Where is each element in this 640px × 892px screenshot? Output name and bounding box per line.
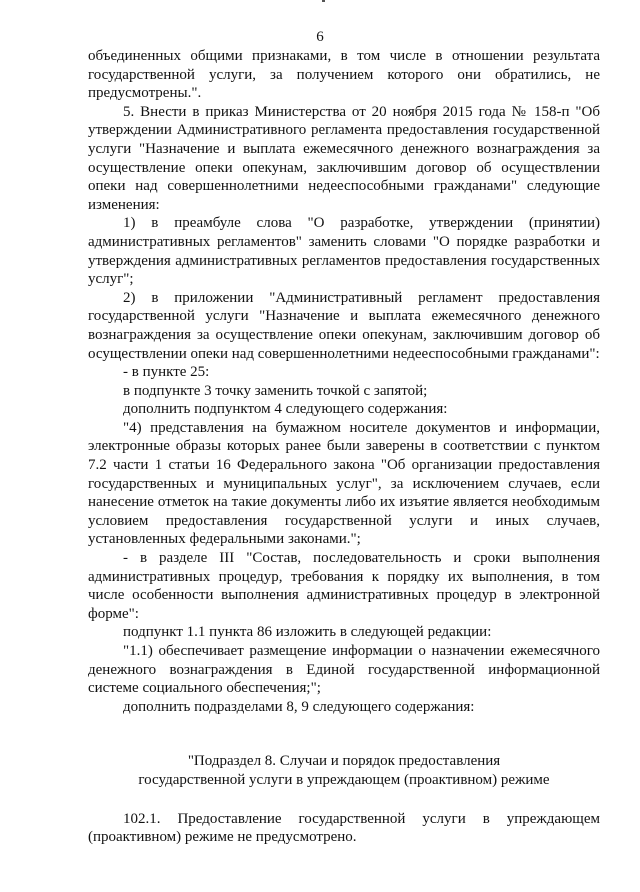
paragraph-subitem-2: 2) в приложении "Административный регламент предоставления государственной услуги "Назначение и выплата ежемесячного денежного вознаграждения за осуществление опеки опекунам, заключившим договор об осуществлении опеки над совершеннолетними недееспособными гражданами":: [88, 289, 600, 362]
paragraph-subpoint-1-1-text: "1.1) обеспечивает размещение информации о назначении ежемесячного денежного вознаграждения в Единой государственной информационной системе социального обеспечения;";: [88, 643, 600, 697]
paragraph-subitem-1: 1) в преамбуле слова "О разработке, утверждении (принятии) административных регламентов" заменить словами "О порядке разработки и утверждения административных регламентов предоставления государственных услуг";: [88, 215, 600, 288]
paragraph-continuation: объединенных общими признаками, в том числе в отношении результата государственной услуги, за получением которого они обратились, не предусмотрены.".: [88, 48, 600, 102]
paragraph-add-subsections: дополнить подразделами 8, 9 следующего содержания:: [123, 698, 475, 715]
paragraph-item-5: 5. Внести в приказ Министерства от 20 ноября 2015 года № 158-п "Об утверждении Административного регламента предоставления государственной услуги "Назначение и выплата ежемесячного денежного вознаграждения за осуществление опеки опекунам, заключившим договор об осуществлении опеки над совершеннолетними недееспособными гражданами" следующие изменения:: [88, 103, 600, 213]
paragraph-add-subpoint-4: дополнить подпунктом 4 следующего содержания:: [123, 401, 448, 418]
subsection-heading-line-2: государственной услуги в упреждающем (проактивном) режиме: [138, 771, 550, 788]
paragraph-102-1: 102.1. Предоставление государственной услуги в упреждающем (проактивном) режиме не предусмотрено.: [88, 810, 600, 846]
paragraph-point-25: - в пункте 25:: [123, 364, 210, 381]
subsection-heading-line-1: "Подраздел 8. Случаи и порядок предоставления: [187, 753, 501, 770]
paragraph-subpoint-3: в подпункте 3 точку заменить точкой с запятой;: [123, 382, 428, 399]
scan-mark: [322, 0, 325, 2]
paragraph-subpoint-4-text: "4) представления на бумажном носителе документов и информации, электронные образы которых ранее были заверены в соответствии с пунктом 7.2 части 1 статьи 16 Федерального закона "Об организации предоставления государственных и муниципальных услуг", за исключением случаев, если нанесение отметок на такие документы либо их изъятие является необходимым условием предоставления государственной услуги и иных случаев, установленных федеральными законами.";: [88, 419, 600, 548]
paragraph-subpoint-1-1: подпункт 1.1 пункта 86 изложить в следующей редакции:: [123, 624, 492, 641]
paragraph-section-3: - в разделе III "Состав, последовательность и сроки выполнения административных процедур, требования к порядку их выполнения, в том числе особенности выполнения административных процедур в электронной форме":: [88, 550, 600, 622]
subsection-heading: [88, 752, 600, 789]
page-number: 6: [316, 29, 324, 45]
document-body: [88, 47, 600, 847]
